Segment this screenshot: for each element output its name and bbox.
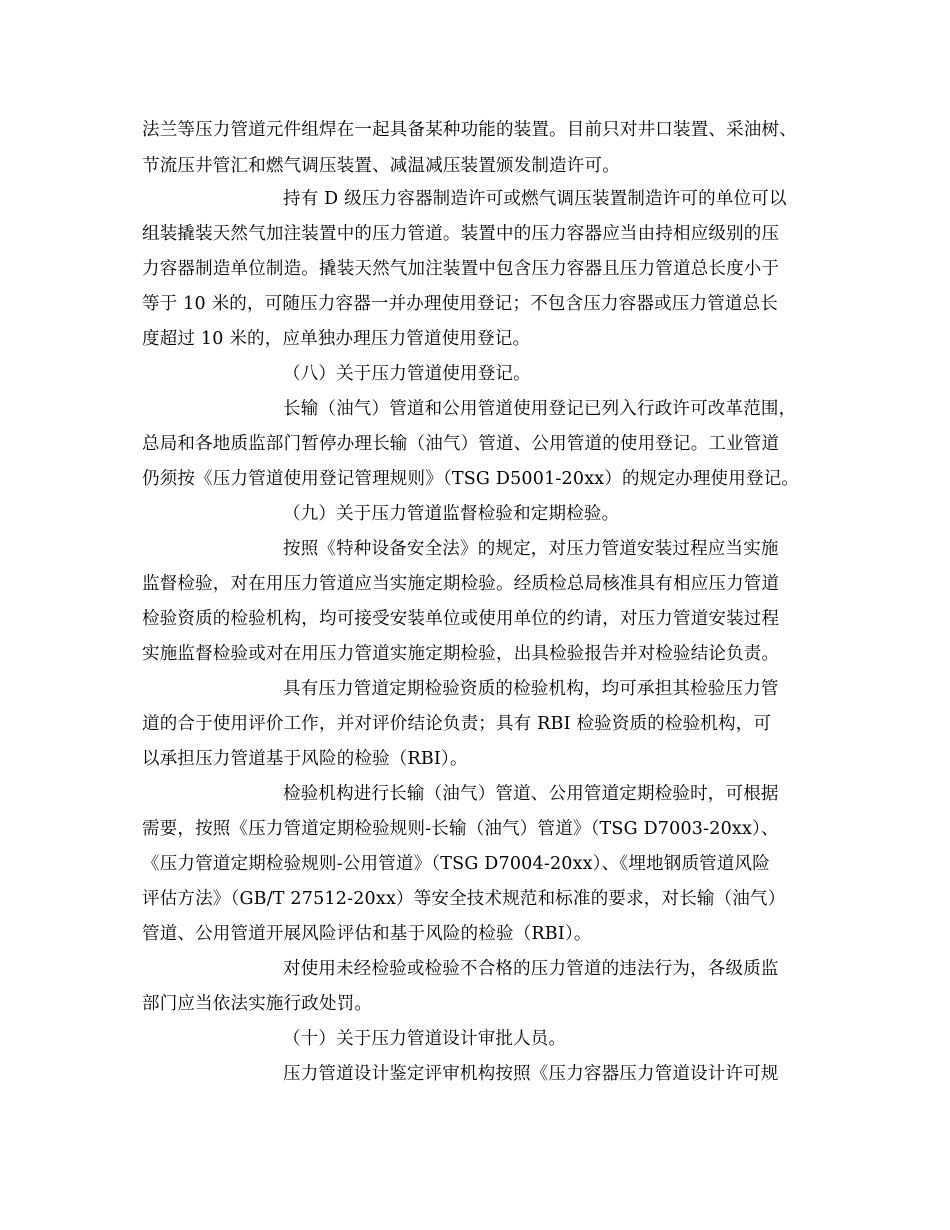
text-line: 以承担压力管道基于风险的检验（RBI）。 <box>142 749 468 769</box>
text-line: 部门应当依法实施行政处罚。 <box>142 994 373 1014</box>
text-line: 管道、公用管道开展风险评估和基于风险的检验（RBI）。 <box>142 924 592 944</box>
text-line: 监督检验，对在用压力管道应当实施定期检验。经质检总局核准具有相应压力管道 <box>142 574 780 594</box>
text-line: 评估方法》（GB/T 27512-20xx）等安全技术规范和标准的要求，对长输（油气） <box>142 889 786 909</box>
section-heading: （十）关于压力管道设计审批人员。 <box>283 1029 567 1049</box>
text-line: 法兰等压力管道元件组焊在一起具备某种功能的装置。目前只对井口装置、采油树、 <box>142 120 797 140</box>
text-line: 对使用未经检验或检验不合格的压力管道的违法行为，各级质监 <box>283 959 779 979</box>
text-line: 节流压井管汇和燃气调压装置、减温减压装置颁发制造许可。 <box>142 156 620 176</box>
text-line: 道的合于使用评价工作，并对评价结论负责；具有 RBI 检验资质的检验机构，可 <box>142 714 772 734</box>
text-line: 度超过 10 米的，应单独办理压力管道使用登记。 <box>142 329 531 349</box>
text-line: 需要，按照《压力管道定期检验规则-长输（油气）管道》（TSG D7003-20xx）、 <box>142 819 779 839</box>
text-line: 总局和各地质监部门暂停办理长输（油气）管道、公用管道的使用登记。工业管道 <box>142 434 780 454</box>
text-line: 力容器制造单位制造。撬装天然气加注装置中包含压力容器且压力管道总长度小于 <box>142 259 780 279</box>
section-heading: （八）关于压力管道使用登记。 <box>283 364 531 384</box>
text-line: 组装撬装天然气加注装置中的压力管道。装置中的压力容器应当由持相应级别的压 <box>142 224 780 244</box>
text-line: 等于 10 米的，可随压力容器一并办理使用登记；不包含压力容器或压力管道总长 <box>142 294 778 314</box>
text-line: 持有 D 级压力容器制造许可或燃气调压装置制造许可的单位可以 <box>283 189 787 209</box>
text-line: 检验资质的检验机构，均可接受安装单位或使用单位的约请，对压力管道安装过程 <box>142 609 780 629</box>
text-line: 仍须按《压力管道使用登记管理规则》（TSG D5001-20xx）的规定办理使用登记。 <box>142 469 800 489</box>
text-line: 检验机构进行长输（油气）管道、公用管道定期检验时，可根据 <box>283 784 779 804</box>
section-heading: （九）关于压力管道监督检验和定期检验。 <box>283 504 620 524</box>
text-line: 《压力管道定期检验规则-公用管道》（TSG D7004-20xx）、《埋地钢质管道风险 <box>142 854 770 874</box>
text-line: 实施监督检验或对在用压力管道实施定期检验，出具检验报告并对检验结论负责。 <box>142 644 780 664</box>
text-line: 压力管道设计鉴定评审机构按照《压力容器压力管道设计许可规 <box>283 1064 779 1084</box>
text-line: 按照《特种设备安全法》的规定，对压力管道安装过程应当实施 <box>283 539 779 559</box>
text-line: 长输（油气）管道和公用管道使用登记已列入行政许可改革范围， <box>283 399 797 419</box>
text-line: 具有压力管道定期检验资质的检验机构，均可承担其检验压力管 <box>283 679 779 699</box>
